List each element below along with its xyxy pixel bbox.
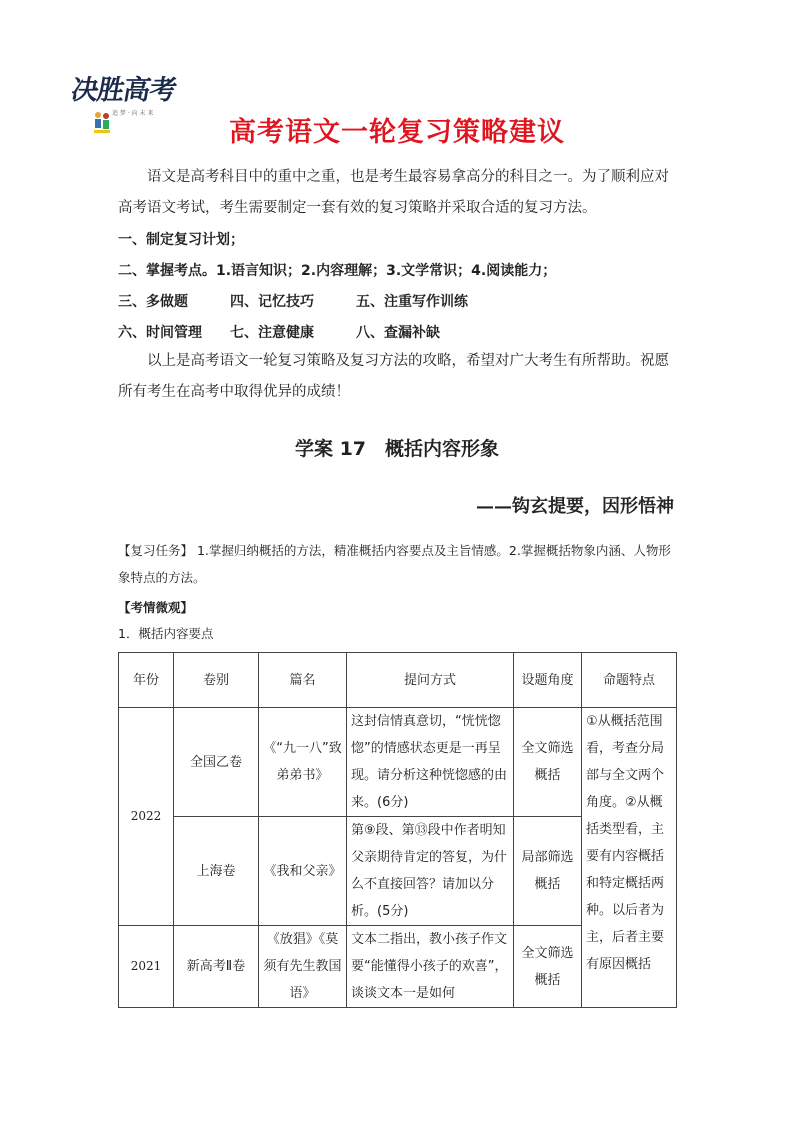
header-question: 提问方式: [347, 653, 514, 708]
year-cell: 2021: [119, 926, 174, 1008]
logo-slogan: 追 梦 · 向 未 来: [112, 110, 154, 117]
table-row: [119, 708, 677, 817]
header-feature: 命题特点: [582, 653, 677, 708]
point-6: 六、时间管理: [118, 325, 202, 341]
exam-label: 【考情微观】: [118, 600, 194, 615]
points-row-4: [118, 322, 440, 342]
paper-cell: 新高考Ⅱ卷: [174, 926, 259, 1008]
case-subtitle: ——钩玄提要，因形悟神: [476, 496, 674, 517]
outro-paragraph: 以上是高考语文一轮复习策略及复习方法的攻略，希望对广大考生有所帮助。祝愿所有考生在高考中取得优异的成绩！: [118, 353, 669, 400]
paper-cell: 上海卷: [174, 817, 259, 926]
year-cell: 2022: [119, 708, 174, 926]
angle-cell: 全文筛选概括: [514, 708, 582, 817]
question-cell: 第⑨段、第⑬段中作者明知父亲期待肯定的答复，为什么不直接回答？请加以分析。(5分): [347, 817, 514, 926]
header-paper: 卷别: [174, 653, 259, 708]
header-angle: 设题角度: [514, 653, 582, 708]
header-year: 年份: [119, 653, 174, 708]
logo-text: 决胜高考: [68, 75, 179, 106]
exam-table: [118, 652, 677, 1008]
point-8: 八、查漏补缺: [356, 325, 440, 341]
feature-cell: ①从概括范围看，考查分局部与全文两个角度。②从概括类型看，主要有内容概括和特定概括两种。以后者为主，后者主要有原因概括: [582, 708, 677, 1008]
header-title: 篇名: [259, 653, 347, 708]
question-cell: 这封信情真意切，“恍恍惚惚”的情感状态更是一再呈现。请分析这种恍惚感的由来。(6分): [347, 708, 514, 817]
point-1: 一、制定复习计划；: [118, 232, 244, 248]
intro-paragraph: 语文是高考科目中的重中之重，也是考生最容易拿高分的科目之一。为了顺利应对高考语文考试，考生需要制定一套有效的复习策略并采取合适的复习方法。: [118, 169, 669, 216]
angle-cell: 全文筛选概括: [514, 926, 582, 1008]
question-cell: 文本二指出，教小孩子作文要“能懂得小孩子的欢喜”，谈谈文本一是如何: [347, 926, 514, 1008]
point-3: 三、多做题: [118, 294, 188, 310]
paper-cell: 全国乙卷: [174, 708, 259, 817]
section-heading: 1．概括内容要点: [118, 626, 214, 641]
title-cell: 《“九一八”致弟弟书》: [259, 708, 347, 817]
point-4: 四、记忆技巧: [230, 294, 314, 310]
title-cell: 《放猖》《莫须有先生教国语》: [259, 926, 347, 1008]
points-row-3: [118, 291, 468, 311]
case-title: 学案 17 概括内容形象: [294, 438, 500, 460]
table-header-row: [119, 653, 677, 708]
title-cell: 《我和父亲》: [259, 817, 347, 926]
point-7: 七、注意健康: [230, 325, 314, 341]
page-title: 高考语文一轮复习策略建议: [229, 117, 565, 148]
point-5: 五、注重写作训练: [356, 294, 468, 310]
point-2: 二、掌握考点。1.语言知识；2.内容理解；3.文学常识；4.阅读能力；: [118, 263, 557, 279]
angle-cell: 局部筛选概括: [514, 817, 582, 926]
review-task: 【复习任务】 1.掌握归纳概括的方法，精准概括内容要点及主旨情感。2.掌握概括物象内涵、人物形象特点的方法。: [118, 543, 671, 585]
